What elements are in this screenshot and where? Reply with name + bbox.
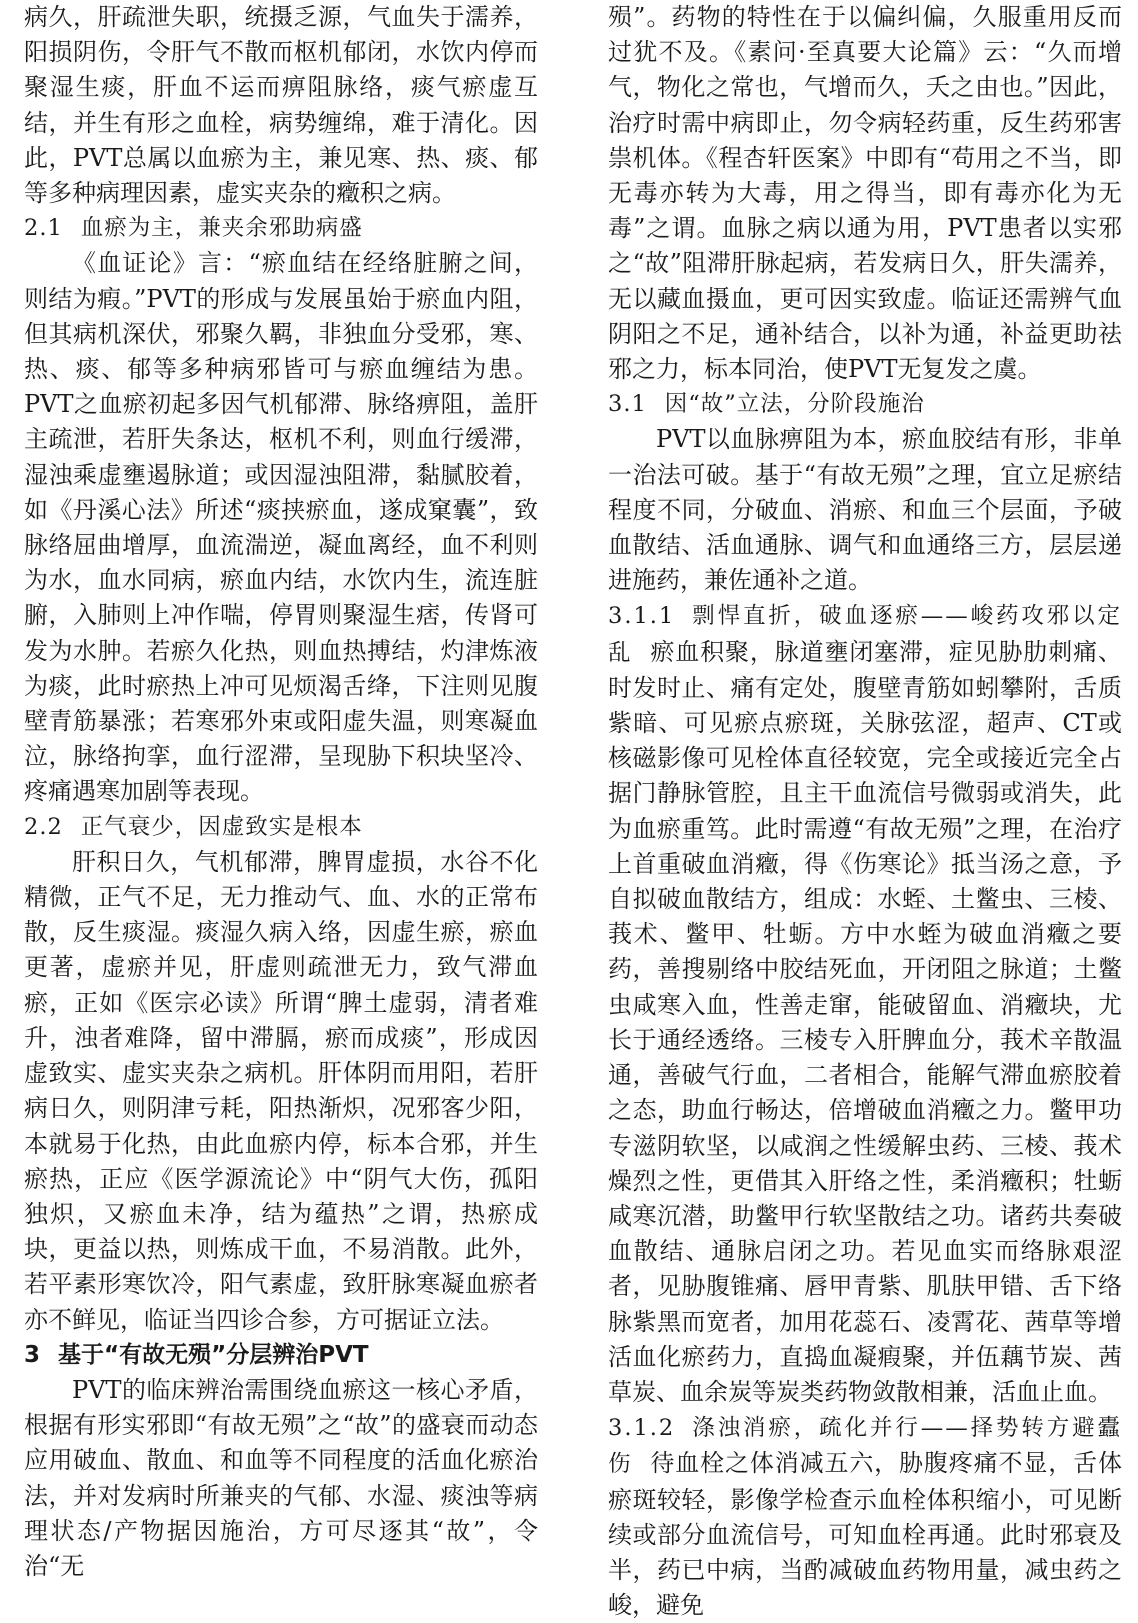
- paragraph: PVT以血脉痹阻为本，瘀血胶结有形，非单一治法可破。基于“有故无殒”之理，宜立足瘀结程度不同，分破血、消瘀、和血三个层面，予破血散结、活血通脉、调气和血通络三方，层层递进施药，兼佐通补之道。: [608, 425, 1122, 595]
- heading-text: 基于“有故无殒”分层辨治PVT: [58, 1341, 369, 1368]
- heading-number: 3: [24, 1341, 41, 1368]
- section-heading-2-1: [24, 211, 538, 246]
- inline-heading-number: 3.1.2: [608, 1415, 676, 1442]
- right-column: [608, 0, 1122, 1623]
- paragraph: 殒”。药物的特性在于以偏纠偏，久服重用反而过犹不及。《素问·至真要大论篇》云：“久而增气，物化之常也，气增而久，夭之由也。”因此，治疗时需中病即止，勿令病轻药重，反生药邪害祟机体。《程杏轩医案》中即有“苟用之不当，即无毒亦转为大毒，用之得当，即有毒亦化为无毒”之谓。血脉之病以通为用，PVT患者以实邪之“故”阻滞肝脉起病，若发病日久，肝失濡养，无以藏血摄血，更可因实致虚。临证还需辨气血阴阳之不足，通补结合，以补为通，补益更助祛邪之力，标本同治，使PVT无复发之虞。: [608, 3, 1122, 384]
- paragraph: PVT的临床辨治需围绕血瘀这一核心矛盾，根据有形实邪即“有故无殒”之“故”的盛衰而动态应用破血、散血、和血等不同程度的活血化瘀治法，并对发病时所兼夹的气郁、水湿、痰浊等病理状态/产物据因施治，方可尽逐其“故”，令治“无: [24, 1375, 538, 1580]
- paragraph-with-inline-heading-3-1-2: [608, 1410, 1122, 1623]
- paragraph-with-inline-heading-3-1-1: [608, 598, 1122, 1410]
- paragraph-body: 瘀血积聚，脉道壅闭塞滞，症见胁肋刺痛、时发时止、痛有定处，腹壁青筋如蚓攀附，舌质紫暗、可见瘀点瘀斑，关脉弦涩，超声、CT或核磁影像可见栓体直径较宽，完全或接近完全占据门静脉管腔，且主干血流信号微弱或消失，此为血瘀重笃。此时需遵“有故无殒”之理，在治疗上首重破血消癥，得《伤寒论》抵当汤之意，予自拟破血散结方，组成：水蛭、土鳖虫、三棱、莪术、鳖甲、牡蛎。方中水蛭为破血消癥之要药，善搜剔络中胶结死血，开闭阻之脉道；土鳖虫咸寒入血，性善走窜，能破留血、消癥块，尤长于通经透络。三棱专入肝脾血分，莪术辛散温通，善破气行血，二者相合，能解气滞血瘀胶着之态，助血行畅达，倍增破血消癥之力。鳖甲功专滋阴软坚，以咸润之性缓解虫药、三棱、莪术燥烈之性，更借其入肝络之性，柔消癥积；牡蛎咸寒沉潜，助鳖甲行软坚散结之功。诸药共奏破血散结、通脉启闭之功。若见血实而络脉艰涩者，见胁腹锥痛、唇甲青紫、肌肤甲错、舌下络脉紫黑而宽者，加用花蕊石、凌霄花、茜草等增活血化瘀药力，直捣血凝瘕聚，并伍藕节炭、茜草炭、血余炭等炭类药物敛散相兼，活血止血。: [608, 637, 1122, 1406]
- paragraph: 病久，肝疏泄失职，统摄乏源，气血失于濡养，阳损阴伤，令肝气不散而枢机郁闭，水饮内停而聚湿生痰，肝血不运而痹阻脉络，痰气瘀虚互结，并生有形之血栓，病势缠绵，难于清化。因此，PVT总属以血瘀为主，兼见寒、热、痰、郁等多种病理因素，虚实夹杂的癥积之病。: [24, 3, 538, 208]
- paragraph: 《血证论》言：“瘀血结在经络脏腑之间，则结为瘕。”PVT的形成与发展虽始于瘀血内阻，但其病机深伏，邪聚久羁，非独血分受邪，寒、热、痰、郁等多种病邪皆可与瘀血缠结为患。PVT之血瘀初起多因气机郁滞、脉络痹阻，盖肝主疏泄，若肝失条达，枢机不利，则血行缓滞，湿浊乘虚壅遏脉道；或因湿浊阻滞，黏腻胶着，如《丹溪心法》所述“痰挟瘀血，遂成窠囊”，致脉络屈曲增厚，血流湍逆，凝血离经，血不利则为水，血水同病，瘀血内结，水饮内生，流连脏腑，入肺则上冲作喘，停胃则聚湿生痞，传肾可发为水肿。若瘀久化热，则血热搏结，灼津炼液为痰，此时瘀热上冲可见烦渴舌绛，下注则见腹壁青筋暴涨；若寒邪外束或阳虚失温，则寒凝血泣，脉络拘挛，血行涩滞，呈现胁下积块坚冷、疼痛遇寒加剧等表现。: [24, 249, 538, 806]
- paragraph: 肝积日久，气机郁滞，脾胃虚损，水谷不化精微，正气不足，无力推动气、血、水的正常布散，反生痰湿。痰湿久病入络，因虚生瘀，瘀血更著，虚瘀并见，肝虚则疏泄无力，致气滞血瘀，正如《医宗必读》所谓“脾土虚弱，清者难升，浊者难降，留中滞膈，瘀而成痰”，形成因虚致实、虚实夹杂之病机。肝体阴而用阳，若肝病日久，则阴津亏耗，阳热渐炽，况邪客少阳，本就易于化热，由此血瘀内停，标本合邪，并生瘀热，正应《医学源流论》中“阴气大伤，孤阳独炽，又瘀血未净，结为蕴热”之谓，热瘀成块，更益以热，则炼成干血，不易消散。此外，若平素形寒饮冷，阳气素虚，致肝脉寒凝血瘀者亦不鲜见，临证当四诊合参，方可据证立法。: [24, 847, 538, 1334]
- heading-number: 2.1: [24, 215, 63, 242]
- paragraph-body: 待血栓之体消减五六，胁腹疼痛不显，舌体瘀斑较轻，影像学检查示血栓体积缩小，可见断续或部分血流信号，可知血栓再通。此时邪衰及半，药已中病，当酌减破血药物用量，减虫药之峻，避免: [608, 1449, 1122, 1620]
- heading-text: 因“故”立法，分阶段施治: [664, 391, 925, 418]
- section-heading-3-1: [608, 387, 1122, 422]
- inline-heading-number: 3.1.1: [608, 603, 676, 630]
- inline-heading-text: 涤浊消瘀，疏化并行——择势转方避蠹伤: [608, 1415, 1122, 1478]
- left-column: [24, 0, 538, 1584]
- section-heading-2-2: [24, 810, 538, 845]
- heading-text: 正气衰少，因虚致实是根本: [80, 813, 363, 840]
- inline-heading-text: 剽悍直折，破血逐瘀——峻药攻邪以定乱: [608, 603, 1122, 666]
- heading-number: 2.2: [24, 813, 63, 840]
- heading-number: 3.1: [608, 391, 647, 418]
- section-heading-3: [24, 1338, 538, 1373]
- heading-text: 血瘀为主，兼夹余邪助病盛: [80, 215, 363, 242]
